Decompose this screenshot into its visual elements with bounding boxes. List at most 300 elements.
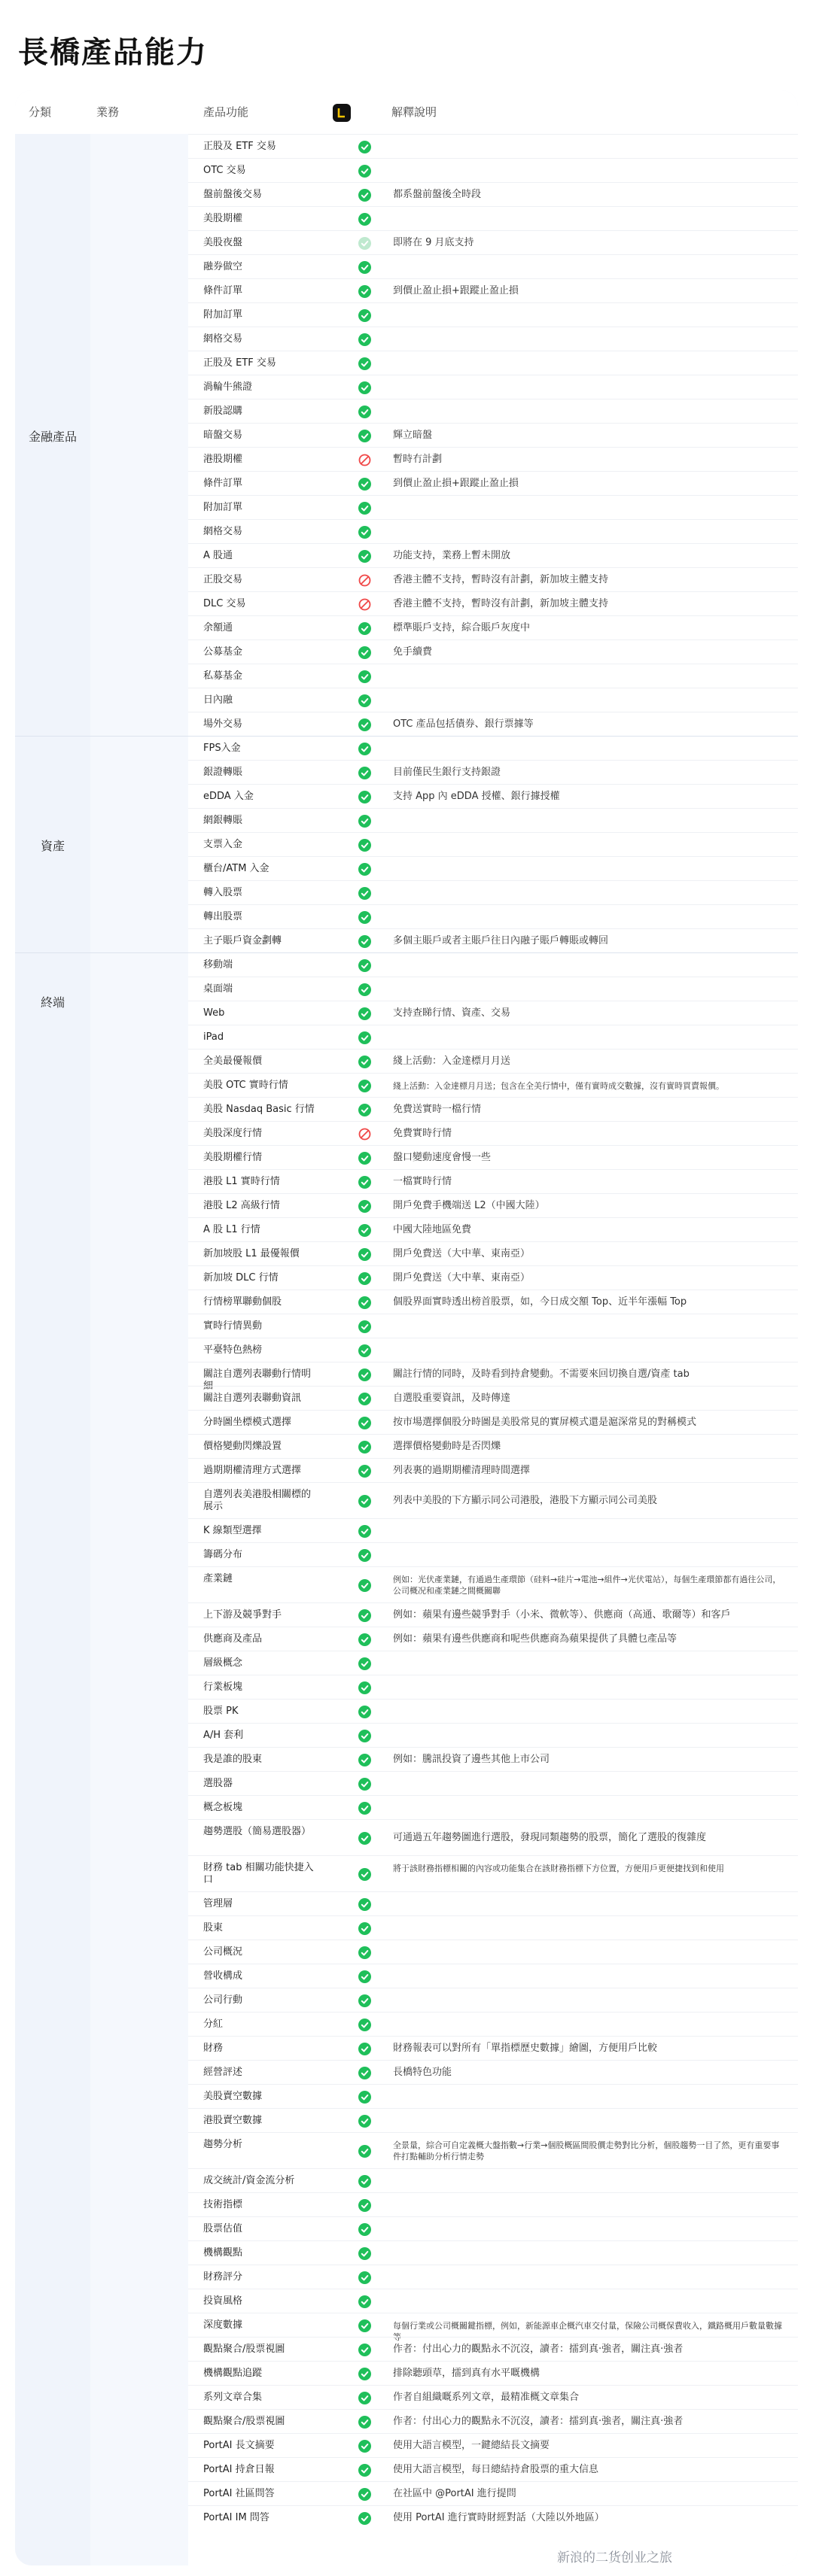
supported-check-icon <box>358 2115 371 2128</box>
feature-name: 經營評述 <box>203 2067 243 2078</box>
supported-check-icon <box>358 1994 371 2007</box>
feature-name: 上下游及競爭對手 <box>203 1609 282 1621</box>
table-row <box>188 856 798 881</box>
supported-check-icon <box>358 478 371 491</box>
table-row <box>188 1566 798 1603</box>
supported-check-icon <box>358 2175 371 2188</box>
feature-note: 開戶免費送（大中華、東南亞） <box>393 1272 531 1283</box>
table-row <box>188 327 798 351</box>
feature-note: 開戶免費手機端送 L2（中國大陸） <box>393 1200 545 1211</box>
feature-name: 趨勢選股（簡易選股器） <box>203 1826 312 1837</box>
feature-name: 新加坡 DLC 行情 <box>203 1272 279 1283</box>
feature-name: 技術指標 <box>203 2199 243 2210</box>
supported-check-icon <box>358 2019 371 2031</box>
feature-note: 關註行情的同時，及時看到持倉變動。不需要來回切換自選/資產 tab <box>393 1368 690 1380</box>
feature-note: 使用大語言模型，每日總結持倉股票的重大信息 <box>393 2464 599 2475</box>
feature-name: 管理層 <box>203 1898 233 1909</box>
supported-check-icon <box>358 1200 371 1213</box>
supported-check-icon <box>358 2488 371 2501</box>
feature-note: 將于該財務指標相關的內容或功能集合在該財務指標下方位置，方便用戶更便捷找到和使用 <box>393 1864 724 1873</box>
feature-note: 到價止盈止損+跟蹤止盈止損 <box>393 478 519 489</box>
table-row <box>188 688 798 712</box>
table-row <box>188 1217 798 1242</box>
business-column <box>90 134 188 2565</box>
supported-check-icon <box>358 2271 371 2284</box>
feature-note: 例如：蘋果有邊些競爭對手（小米、微軟等）、供應商（高通、歌爾等）和客戶 <box>393 1609 731 1621</box>
table-row <box>188 1169 798 1194</box>
feature-note: OTC 產品包括債券、銀行票據等 <box>393 718 534 730</box>
feature-note: 使用 PortAI 進行實時財經對話（大陸以外地區） <box>393 2512 604 2523</box>
table-row <box>188 1290 798 1314</box>
feature-note: 例如：騰訊投資了邊些其他上市公司 <box>393 1754 550 1765</box>
supported-check-icon <box>358 887 371 900</box>
supported-check-icon <box>358 839 371 852</box>
supported-check-icon <box>358 309 371 322</box>
supported-check-icon <box>358 983 371 996</box>
table-row <box>188 1482 798 1519</box>
table-row <box>188 2036 798 2061</box>
feature-name: 支票入金 <box>203 839 243 850</box>
table-row <box>188 399 798 424</box>
feature-name: K 線類型選擇 <box>203 1525 262 1536</box>
table-row <box>188 1855 798 1892</box>
feature-note: 排除聽頭草，擂到真有水平嘅機構 <box>393 2368 540 2379</box>
table-row <box>188 664 798 688</box>
table-row <box>188 2132 798 2169</box>
table-row <box>188 2337 798 2362</box>
feature-name: Web <box>203 1007 225 1019</box>
table-row <box>188 2060 798 2085</box>
supported-check-icon <box>358 1104 371 1116</box>
feature-name: 營收構成 <box>203 1970 243 1982</box>
supported-check-icon <box>358 935 371 948</box>
supported-check-icon <box>358 1393 371 1405</box>
feature-name: A 股通 <box>203 550 233 561</box>
feature-name: 日內融 <box>203 694 233 706</box>
feature-name: 深度數據 <box>203 2319 243 2331</box>
supported-check-icon <box>358 815 371 828</box>
table-row <box>188 543 798 568</box>
table-row <box>188 1651 798 1675</box>
supported-check-icon <box>358 1056 371 1068</box>
table-row <box>188 1386 798 1411</box>
table-row <box>188 1602 798 1627</box>
feature-name: 正股及 ETF 交易 <box>203 357 276 369</box>
feature-name: PortAI 持倉日報 <box>203 2464 275 2475</box>
table-row <box>188 2409 798 2434</box>
feature-name: 供應商及產品 <box>203 1633 263 1645</box>
feature-note: 盤口變動速度會慢一些 <box>393 1152 492 1163</box>
table-row <box>188 2216 798 2241</box>
supported-check-icon <box>358 1441 371 1454</box>
feature-name: A 股 L1 行情 <box>203 1224 260 1235</box>
feature-note: 綫上活動：入金達標月月送；包含在全美行情中，僅有實時成交數據，沒有實時買賣報價。 <box>393 1080 724 1091</box>
table-row <box>188 760 798 785</box>
feature-name: 選股器 <box>203 1778 233 1789</box>
table-row <box>188 519 798 544</box>
feature-note: 到價止盈止損+跟蹤止盈止損 <box>393 285 519 296</box>
header-feature: 產品功能 <box>203 105 249 119</box>
feature-name: 網格交易 <box>203 526 243 537</box>
table-row <box>188 1518 798 1543</box>
table-row <box>188 471 798 496</box>
table-row <box>188 278 798 303</box>
feature-name: 正股交易 <box>203 574 243 585</box>
feature-name: PortAI 社區問答 <box>203 2488 275 2499</box>
feature-name: 融券做空 <box>203 261 243 272</box>
supported-check-icon <box>358 1152 371 1165</box>
table-row <box>188 1795 798 1820</box>
feature-name: 美股 Nasdaq Basic 行情 <box>203 1104 315 1115</box>
feature-name: 分紅 <box>203 2019 224 2030</box>
table-row <box>188 2433 798 2458</box>
feature-note: 例如：光伏產業鏈，有通過生產環節（硅料→硅片→電池→組件→光伏電站），每個生產環節都有過往公司，公司概况和產業鏈之間概關聯 <box>393 1575 781 1596</box>
table-row <box>188 1915 798 1940</box>
table-row <box>188 2361 798 2386</box>
category-divider <box>15 952 798 953</box>
supported-check-icon <box>358 2247 371 2260</box>
feature-note: 標準賬戶支持，綜合賬戶灰度中 <box>393 622 531 633</box>
feature-name: 觀點聚合/股票視圖 <box>203 2344 285 2355</box>
table-row <box>188 567 798 592</box>
supported-check-icon <box>358 1224 371 1237</box>
feature-name: 余額通 <box>203 622 233 633</box>
supported-check-icon <box>358 1778 371 1791</box>
feature-name: FPS入金 <box>203 743 241 754</box>
feature-name: 財務 tab 相關功能快捷入口 <box>203 1862 314 1885</box>
feature-name: 投資風格 <box>203 2295 243 2307</box>
table-row <box>188 1675 798 1700</box>
table-row <box>188 1410 798 1435</box>
feature-name: 場外交易 <box>203 718 243 730</box>
table-row <box>188 1723 798 1748</box>
supported-check-icon <box>358 285 371 298</box>
table-row <box>188 2108 798 2133</box>
supported-check-icon <box>358 189 371 202</box>
table-row <box>188 928 798 953</box>
table-row <box>188 1542 798 1567</box>
supported-check-icon <box>358 2199 371 2212</box>
feature-name: 銀證轉賬 <box>203 767 243 778</box>
category-label: 終端 <box>40 995 65 1010</box>
table-row <box>188 2457 798 2482</box>
supported-check-icon <box>358 2145 371 2158</box>
feature-name: 港股期權 <box>203 454 243 465</box>
feature-name: 股東 <box>203 1922 224 1934</box>
table-row <box>188 639 798 664</box>
feature-name: 港股 L1 實時行情 <box>203 1176 280 1187</box>
table-row <box>188 375 798 399</box>
watermark-text: 新浪的二货创业之旅 <box>557 2550 672 2565</box>
supported-check-icon <box>358 333 371 346</box>
table-row <box>188 1314 798 1338</box>
supported-check-icon <box>358 1495 371 1508</box>
feature-note: 財務報表可以對所有「單指標歷史數據」繪圖，方便用戶比較 <box>393 2043 658 2054</box>
supported-check-icon <box>358 2392 371 2404</box>
feature-note: 暫時冇計劃 <box>393 454 443 465</box>
feature-name: 概念板塊 <box>203 1802 243 1813</box>
feature-note: 在社區中 @PortAI 進行提問 <box>393 2488 516 2499</box>
table-row <box>188 158 798 183</box>
supported-check-icon <box>358 1868 371 1881</box>
feature-name: 美股深度行情 <box>203 1128 263 1139</box>
table-row <box>188 1940 798 1964</box>
feature-name: 成交統計/資金流分析 <box>203 2175 295 2186</box>
table-row <box>188 495 798 520</box>
supported-check-icon <box>358 357 371 370</box>
table-row <box>188 904 798 929</box>
feature-note: 免手續費 <box>393 646 433 658</box>
supported-check-icon <box>358 1031 371 1044</box>
supported-check-icon <box>358 1007 371 1020</box>
table-row <box>188 1362 798 1392</box>
supported-check-icon <box>358 2067 371 2079</box>
feature-name: 機構觀點 <box>203 2247 243 2259</box>
table-row <box>188 1458 798 1483</box>
feature-name: 價格變動閃爍設置 <box>203 1441 282 1452</box>
feature-name: 網銀轉賬 <box>203 815 243 826</box>
table-row <box>188 351 798 375</box>
feature-name: 觀點聚合/股票視圖 <box>203 2416 285 2427</box>
supported-check-icon <box>358 2223 371 2236</box>
feature-name: PortAI 長文摘要 <box>203 2440 275 2451</box>
table-row <box>188 832 798 857</box>
feature-name: 私募基金 <box>203 670 243 682</box>
feature-name: 股票 PK <box>203 1706 239 1717</box>
feature-note: 即將在 9 月底支持 <box>393 237 474 248</box>
supported-check-icon <box>358 1681 371 1694</box>
category-column <box>15 134 90 2565</box>
feature-name: 附加訂單 <box>203 502 243 513</box>
table-row <box>188 1121 798 1146</box>
table-row <box>188 1434 798 1459</box>
supported-check-icon <box>358 550 371 563</box>
table-row <box>188 423 798 448</box>
feature-name: 機構觀點追蹤 <box>203 2368 263 2379</box>
feature-name: 新加坡股 L1 最優報價 <box>203 1248 300 1259</box>
feature-note: 可通過五年趨勢圖進行選股，發現同類趨勢的股票，簡化了選股的復雜度 <box>393 1832 707 1843</box>
category-label: 金融產品 <box>28 430 77 444</box>
feature-name: 我是誰的股東 <box>203 1754 263 1765</box>
table-row <box>188 1001 798 1025</box>
supported-check-icon <box>358 213 371 226</box>
feature-name: 關註自選列表聯動資訊 <box>203 1393 302 1404</box>
feature-note: 作者：付出心力的觀點永不沉沒，讀者：擂到真·強者，關注真·強者 <box>393 2416 684 2427</box>
table-row <box>188 206 798 231</box>
supported-check-icon <box>358 1579 371 1592</box>
supported-check-icon <box>358 141 371 153</box>
feature-note: 作者自組織嘅系列文章，最精准概文章集合 <box>393 2392 580 2403</box>
coming-soon-check-icon <box>358 237 371 250</box>
feature-note: 作者：付出心力的觀點永不沉沒，讀者：擂到真·強者，關注真·強者 <box>393 2344 684 2355</box>
feature-name: PortAI IM 問答 <box>203 2512 269 2523</box>
feature-name: 公司行動 <box>203 1994 243 2006</box>
feature-name: 全美最優報價 <box>203 1056 263 1067</box>
feature-name: 網格交易 <box>203 333 243 345</box>
supported-check-icon <box>358 2464 371 2477</box>
feature-name: 財務 <box>203 2043 224 2054</box>
table-row <box>188 2240 798 2265</box>
supported-check-icon <box>358 670 371 683</box>
table-row <box>188 2313 798 2342</box>
feature-note: 綫上活動：入金達標月月送 <box>393 1056 511 1067</box>
supported-check-icon <box>358 1549 371 1562</box>
feature-name: 財務評分 <box>203 2271 243 2283</box>
feature-note: 全景量，綜合可自定義概大盤指數→行業→個股概區間股價走勢對比分析，個股趨勢一目了然，更有重要事件打點輔助分析行情走勢 <box>393 2140 780 2161</box>
feature-name: 美股期權 <box>203 213 243 224</box>
supported-check-icon <box>358 165 371 178</box>
feature-name: 美股賣空數據 <box>203 2091 263 2102</box>
table-row <box>188 1338 798 1362</box>
supported-check-icon <box>358 1657 371 1670</box>
supported-check-icon <box>358 1320 371 1333</box>
supported-check-icon <box>358 1970 371 1983</box>
feature-name: 移動端 <box>203 959 233 971</box>
feature-note: 按市場選擇個股分時圖是美股常見的實屏模式還是滬深常見的對稱模式 <box>393 1417 697 1428</box>
category-label: 資產 <box>40 839 65 853</box>
table-row <box>188 1747 798 1772</box>
feature-name: 美股期權行情 <box>203 1152 263 1163</box>
supported-check-icon <box>358 646 371 659</box>
table-row <box>188 2481 798 2506</box>
supported-check-icon <box>358 791 371 803</box>
feature-name: 條件訂單 <box>203 478 243 489</box>
table-row <box>188 134 798 159</box>
feature-note: 列表中美股的下方顯示同公司港股，港股下方顯示同公司美股 <box>393 1495 658 1506</box>
supported-check-icon <box>358 622 371 635</box>
supported-check-icon <box>358 2440 371 2453</box>
feature-name: 公募基金 <box>203 646 243 658</box>
feature-note: 都系盤前盤後全時段 <box>393 189 482 200</box>
supported-check-icon <box>358 406 371 418</box>
feature-name: iPad <box>203 1031 224 1043</box>
feature-name: 桌面端 <box>203 983 233 995</box>
feature-name: 暗盤交易 <box>203 430 243 441</box>
page-title: 長橋產品能力 <box>18 35 208 70</box>
table-row <box>188 447 798 472</box>
feature-note: 自選股重要資訊，及時傳達 <box>393 1393 511 1404</box>
supported-check-icon <box>358 502 371 515</box>
table-row <box>188 952 798 977</box>
supported-check-icon <box>358 1368 371 1381</box>
supported-check-icon <box>358 430 371 442</box>
supported-check-icon <box>358 1754 371 1766</box>
table-row <box>188 808 798 833</box>
capability-table <box>15 90 798 2565</box>
table-row <box>188 615 798 640</box>
feature-name: 籌碼分布 <box>203 1549 243 1560</box>
feature-name: 系列文章合集 <box>203 2392 263 2403</box>
feature-note: 支持查睇行情、資產、交易 <box>393 1007 511 1019</box>
table-row <box>188 1241 798 1266</box>
table-row <box>188 2505 798 2530</box>
feature-name: 層級概念 <box>203 1657 243 1669</box>
not-supported-icon <box>358 598 371 611</box>
supported-check-icon <box>358 1248 371 1261</box>
header-note: 解釋說明 <box>391 105 437 119</box>
table-row <box>188 2084 798 2109</box>
table-row <box>188 1964 798 1988</box>
feature-name: 公司概況 <box>203 1946 243 1958</box>
supported-check-icon <box>358 1080 371 1092</box>
supported-check-icon <box>358 1946 371 1959</box>
feature-name: OTC 交易 <box>203 165 246 176</box>
supported-check-icon <box>358 526 371 539</box>
feature-note: 支持 App 內 eDDA 授權、銀行據授權 <box>393 791 560 802</box>
feature-note: 使用大語言模型，一鍵總結長文摘要 <box>393 2440 550 2451</box>
supported-check-icon <box>358 1176 371 1189</box>
feature-name: 轉出股票 <box>203 911 243 922</box>
feature-name: 行情榜單聯動個股 <box>203 1296 282 1308</box>
not-supported-icon <box>358 1128 371 1141</box>
feature-name: 實時行情異動 <box>203 1320 263 1332</box>
supported-check-icon <box>358 1802 371 1815</box>
feature-note: 中國大陸地區免費 <box>393 1224 472 1235</box>
supported-check-icon <box>358 2368 371 2380</box>
table-row <box>188 977 798 1001</box>
feature-note: 一檔實時行情 <box>393 1176 452 1187</box>
feature-note: 目前僅民生銀行支持銀證 <box>393 767 501 778</box>
supported-check-icon <box>358 1465 371 1478</box>
supported-check-icon <box>358 2091 371 2104</box>
table-row <box>188 2265 798 2289</box>
feature-note: 香港主體不支持，暫時沒有計劃，新加坡主體支持 <box>393 574 609 585</box>
feature-name: 盤前盤後交易 <box>203 189 263 200</box>
feature-name: 港股賣空數據 <box>203 2115 263 2126</box>
supported-check-icon <box>358 911 371 924</box>
table-row <box>188 1025 798 1050</box>
feature-name: 趨勢分析 <box>203 2139 243 2150</box>
category-divider <box>15 736 798 737</box>
supported-check-icon <box>358 2344 371 2356</box>
feature-name: A/H 套利 <box>203 1730 244 1741</box>
table-row <box>188 736 798 761</box>
supported-check-icon <box>358 1706 371 1718</box>
feature-name: 關註自選列表聯動行情明細 <box>203 1368 312 1392</box>
table-row <box>188 2385 798 2410</box>
supported-check-icon <box>358 1730 371 1742</box>
feature-name: 股票估值 <box>203 2223 243 2234</box>
supported-check-icon <box>358 1633 371 1646</box>
feature-note: 長橋特色功能 <box>393 2067 452 2078</box>
feature-note: 免費實時行情 <box>393 1128 452 1139</box>
feature-note: 多個主賬戶或者主賬戶往日內融子賬戶轉賬或轉回 <box>393 935 609 946</box>
table-row <box>188 2289 798 2313</box>
table-row <box>188 1049 798 1074</box>
feature-name: 轉入股票 <box>203 887 243 898</box>
feature-note: 免費送實時一檔行情 <box>393 1104 482 1115</box>
feature-name: 櫃台/ATM 入金 <box>203 863 269 874</box>
feature-name: 條件訂單 <box>203 285 243 296</box>
supported-check-icon <box>358 2043 371 2055</box>
feature-name: 分時圖坐標模式選擇 <box>203 1417 292 1428</box>
table-row <box>188 1145 798 1170</box>
supported-check-icon <box>358 1832 371 1845</box>
table-row <box>188 1193 798 1218</box>
table-row <box>188 1819 798 1856</box>
table-row <box>188 784 798 809</box>
feature-note: 開戶免費送（大中華、東南亞） <box>393 1248 531 1259</box>
supported-check-icon <box>358 2319 371 2332</box>
feature-name: 主子賬戶資金劃轉 <box>203 935 282 946</box>
supported-check-icon <box>358 381 371 394</box>
table-row <box>188 1627 798 1651</box>
feature-note: 選擇價格變動時是否閃爍 <box>393 1441 501 1452</box>
supported-check-icon <box>358 863 371 876</box>
header-category: 分類 <box>29 105 52 119</box>
table-row <box>188 302 798 327</box>
table-row <box>188 1265 798 1290</box>
